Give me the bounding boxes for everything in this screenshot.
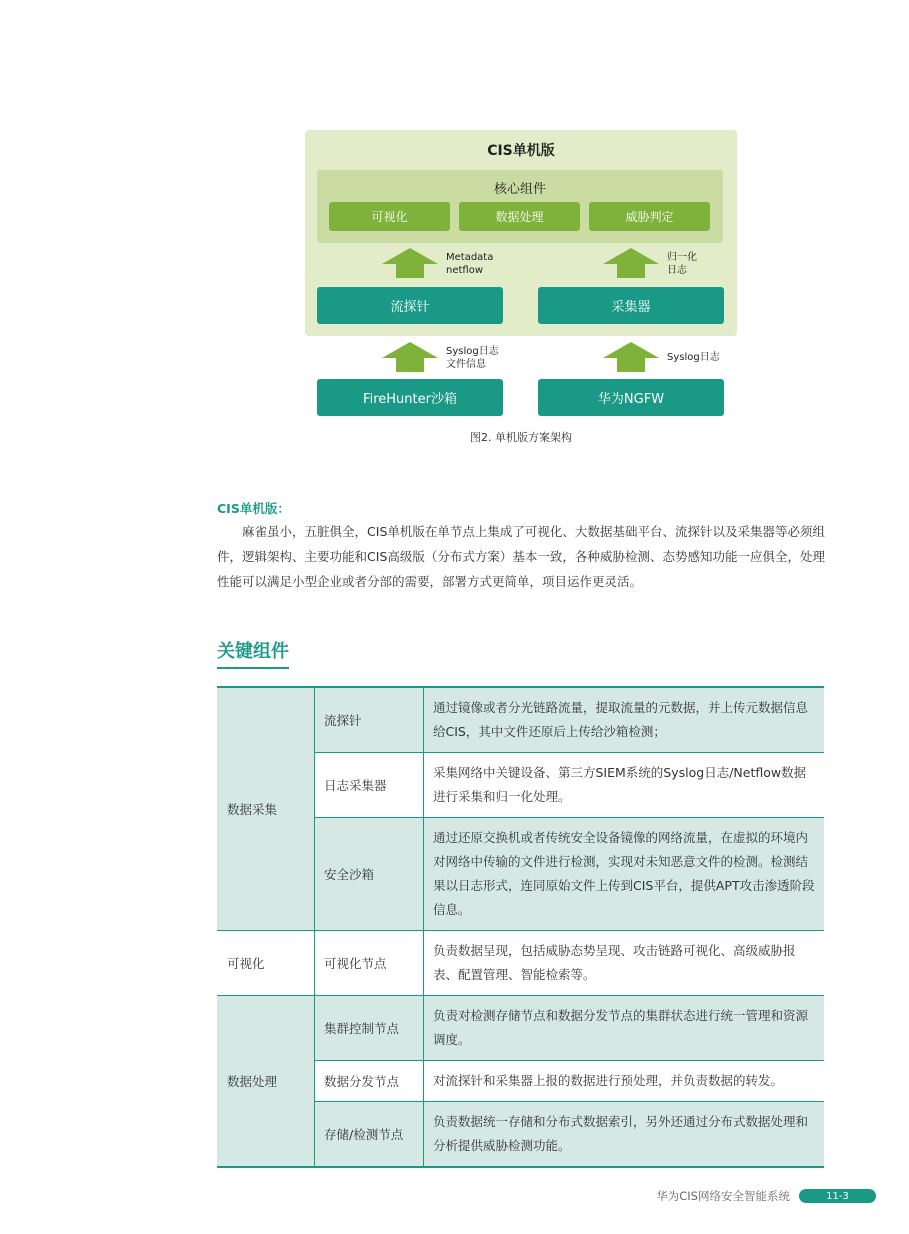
section-label: CIS单机版： (217, 501, 290, 516)
diagram-title: CIS单机版 (487, 143, 555, 159)
core-item-data-processing: 数据处理 (459, 202, 580, 231)
component-desc-cell: 负责数据呈现，包括威胁态势呈现、攻击链路可视化、高级威胁报表、配置管理、智能检索等。 (424, 931, 825, 996)
component-desc-cell: 对流探针和采集器上报的数据进行预处理，并负责数据的转发。 (424, 1061, 825, 1102)
arrow-label-metadata: Metadata netflow (446, 252, 494, 276)
component-name-cell: 存储/检测节点 (315, 1102, 424, 1168)
arrow-label-syslog-file: Syslog日志 文件信息 (446, 346, 499, 370)
key-components-title: 关键组件 (217, 637, 289, 669)
component-name-cell: 安全沙箱 (315, 818, 424, 931)
component-name-cell: 集群控制节点 (315, 996, 424, 1061)
table-row (217, 687, 824, 753)
component-name-cell: 可视化节点 (315, 931, 424, 996)
firehunter-sandbox-box: FireHunter沙箱 (317, 379, 503, 416)
component-name-cell: 流探针 (315, 687, 424, 753)
core-item-threat-judgement: 威胁判定 (589, 202, 710, 231)
category-cell: 数据处理 (217, 996, 315, 1168)
section-paragraph: 麻雀虽小，五脏俱全，CIS单机版在单节点上集成了可视化、大数据基础平台、流探针以及采集器等必须组件，逻辑架构、主要功能和CIS高级版（分布式方案）基本一致，各种威胁检测、态势感知功能一应俱全，处理性能可以满足小型企业或者分部的需要，部署方式更简单，项目运作更灵活。 (217, 524, 825, 589)
arrow-label-syslog: Syslog日志 (667, 352, 720, 363)
category-cell: 可视化 (217, 931, 315, 996)
table-row (217, 931, 824, 996)
collector-box: 采集器 (538, 287, 724, 324)
component-desc-cell: 通过镜像或者分光链路流量，提取流量的元数据，并上传元数据信息给CIS，其中文件还原后上传给沙箱检测； (424, 687, 825, 753)
architecture-diagram (305, 130, 737, 336)
arrow-label-normalized-log: 归一化 日志 (667, 252, 697, 276)
component-desc-cell: 负责对检测存储节点和数据分发节点的集群状态进行统一管理和资源调度。 (424, 996, 825, 1061)
key-components-table (217, 686, 824, 1168)
huawei-ngfw-box: 华为NGFW (538, 379, 724, 416)
component-desc-cell: 通过还原交换机或者传统安全设备镜像的网络流量，在虚拟的环境内对网络中传输的文件进行检测，实现对未知恶意文件的检测。检测结果以日志形式，连同原始文件上传到CIS平台，提供APT攻击渗透阶段信息。 (424, 818, 825, 931)
component-desc-cell: 负责数据统一存储和分布式数据索引，另外还通过分布式数据处理和分析提供威胁检测功能。 (424, 1102, 825, 1168)
core-components-panel (317, 170, 723, 243)
core-item-visualization: 可视化 (329, 202, 450, 231)
table-row (217, 996, 824, 1061)
flow-probe-box: 流探针 (317, 287, 503, 324)
figure-caption: 图2. 单机版方案架构 (470, 431, 572, 444)
category-cell: 数据采集 (217, 687, 315, 931)
component-desc-cell: 采集网络中关键设备、第三方SIEM系统的Syslog日志/Netflow数据进行采集和归一化处理。 (424, 753, 825, 818)
core-components-title: 核心组件 (493, 182, 546, 197)
footer-title: 华为CIS网络安全智能系统 (656, 1189, 790, 1203)
component-name-cell: 数据分发节点 (315, 1061, 424, 1102)
page-number-badge: 11-3 (799, 1189, 876, 1203)
component-name-cell: 日志采集器 (315, 753, 424, 818)
